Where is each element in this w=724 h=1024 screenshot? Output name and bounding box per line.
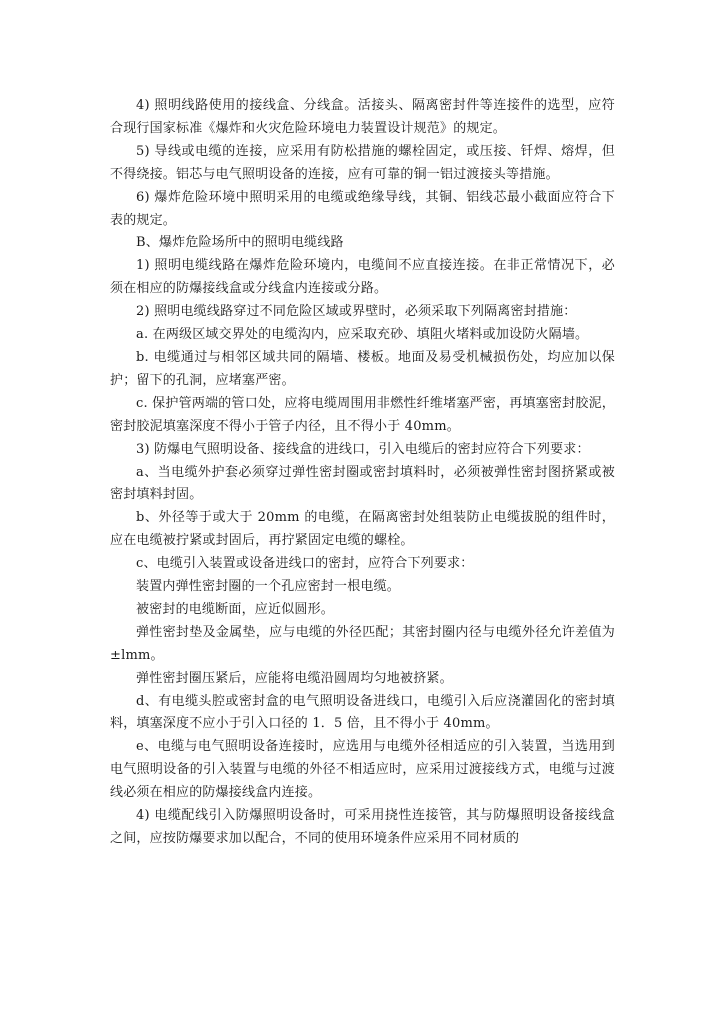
paragraph-4-flexible-conduit: 4) 电缆配线引入防爆照明设备时，可采用挠性连接管，其与防爆照明设备接线盒之间，应按防爆要求加以配合，不同的使用环境条件应采用不同材质的 [110,808,615,846]
item-a-elastic-seal: a、当电缆外护套必须穿过弹性密封圈或密封填料时，必须被弹性密封图挤紧或被密封填料封固。 [110,464,615,503]
section-heading-b: B、爆炸危险场所中的照明电缆线路 [136,235,344,251]
sub-item-one-hole-one-cable: 装置内弹性密封圈的一个孔应密封一根电缆。 [136,579,401,595]
item-a-cable-trench: a. 在两级区域交界处的电缆沟内，应采取充砂、填阻火堵料或加设防火隔墙。 [136,327,589,343]
paragraph-2-isolation-sealing: 2) 照明电缆线路穿过不同危险区域或界壁时，必须采取下列隔离密封措施： [136,304,577,320]
item-e-transition-wiring: e、电缆与电气照明设备连接时，应选用与电缆外径相适应的引入装置，当选用到电气照明设备的引入装置与电缆的外径不相适应时，应采用过渡接线方式，电缆与过渡线必须在相应的防爆接线盒内连接。 [110,739,615,801]
paragraph-4-junction-boxes: 4) 照明线路使用的接线盒、分线盒。活接头、隔离密封件等连接件的选型，应符合现行国家标准《爆炸和火灾危险环境电力装置设计规范》的规定。 [110,98,615,136]
item-d-sealing-compound: d、有电缆头腔或密封盒的电气照明设备进线口，电缆引入后应浇灌固化的密封填料，填塞深度不应小于引入口径的 1．5 倍，且不得小于 40mm。 [110,693,615,732]
sub-item-uniform-squeeze: 弹性密封圈压紧后，应能将电缆沿圆周均匀地被挤紧。 [136,670,453,686]
document-body [110,95,615,851]
item-b-cable-20mm: b、外径等于或大于 20mm 的电缆，在隔离密封处组装防止电缆拔脱的组件时，应在电缆被拧紧或封固后，再拧紧固定电缆的螺栓。 [110,510,615,549]
paragraph-6-min-cross-section: 6) 爆炸危险环境中照明采用的电缆或绝缘导线，其铜、铝线芯最小截面应符合下表的规定。 [110,189,615,228]
paragraph-5-wire-connection: 5) 导线或电缆的连接，应采用有防松措施的螺栓固定，或压接、钎焊、熔焊，但不得绕接。铝芯与电气照明设备的连接，应有可靠的铜一铝过渡接头等措施。 [110,143,615,182]
paragraph-3-entry-sealing: 3) 防爆电气照明设备、接线盒的进线口，引入电缆后的密封应符合下列要求： [136,441,590,457]
item-c-entry-device: c、电缆引入装置或设备进线口的密封，应符合下列要求： [136,556,474,572]
item-b-wall-floor: b. 电缆通过与相邻区域共同的隔墙、楼板。地面及易受机械损伤处，均应加以保护；留下的孔洞，应堵塞严密。 [110,349,615,388]
item-c-conduit-ends: c. 保护管两端的管口处，应将电缆周围用非燃性纤维堵塞严密，再填塞密封胶泥，密封胶泥填塞深度不得小于管子内径，且不得小于 40mm。 [110,395,615,434]
paragraph-1-no-direct-connection: 1) 照明电缆线路在爆炸危险环境内，电缆间不应直接连接。在非正常情况下，必须在相应的防爆接线盒或分线盒内连接或分路。 [110,258,615,297]
sub-item-round-section: 被密封的电缆断面，应近似圆形。 [136,601,335,617]
sub-item-gasket-match: 弹性密封垫及金属垫，应与电缆的外径匹配；其密封圈内径与电缆外径允许差值为±lmm。 [110,624,615,663]
